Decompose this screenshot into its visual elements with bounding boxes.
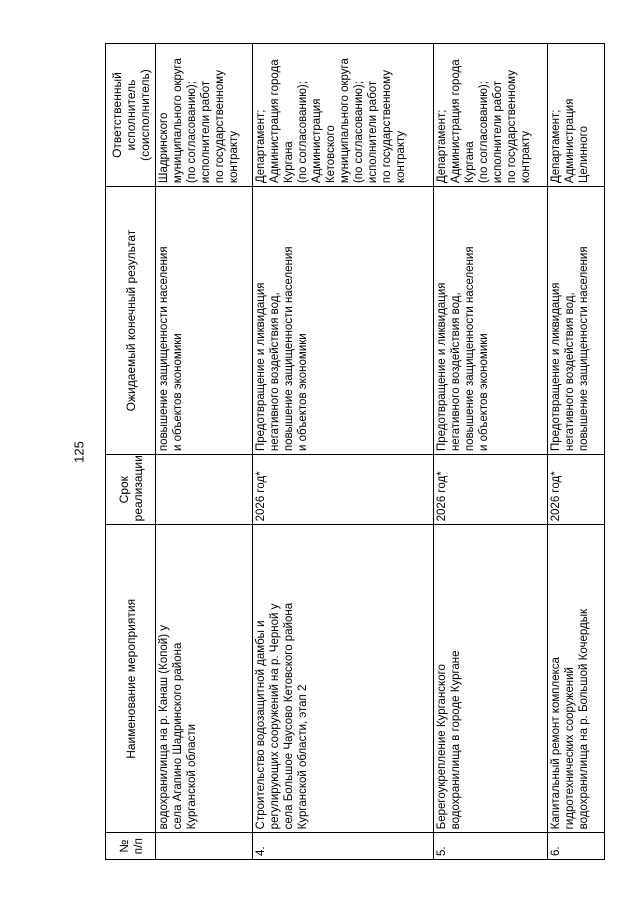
- header-term: Срок реализации: [106, 455, 156, 525]
- cell-responsible: Шадринского муниципального округа (по согласованию); исполнители работ по государственному контракту: [156, 44, 253, 187]
- page-number: 125: [71, 441, 87, 463]
- cell-result: повышение защищенности населения и объектов экономики: [156, 187, 253, 455]
- cell-name: водохранилища на р. Канаш (Копой) у села Агапино Шадринского района Курганской области: [156, 525, 253, 833]
- table-row: [156, 44, 253, 860]
- measures-table: [105, 43, 605, 860]
- cell-term: 2026 год*: [434, 455, 548, 525]
- table-row: [253, 44, 434, 860]
- cell-responsible: Департамент; Администрация Целинного: [548, 44, 605, 187]
- header-result: Ожидаемый конечный результат: [106, 187, 156, 455]
- header-num: № п/п: [106, 833, 156, 860]
- header-responsible: Ответственный исполнитель (соисполнитель): [106, 44, 156, 187]
- cell-term: 2026 год*: [253, 455, 434, 525]
- cell-term: [156, 455, 253, 525]
- cell-num: 5.: [434, 833, 548, 860]
- cell-name: Строительство водозащитной дамбы и регулирующих сооружений на р. Черной у села Большое Чаусово Кетовского района Курганской области, этап 2: [253, 525, 434, 833]
- cell-responsible: Департамент; Администрация города Кургана (по согласованию); исполнители работ по государственному контракту: [434, 44, 548, 187]
- cell-name: Капитальный ремонт комплекса гидротехнических сооружений водохранилища на р. Большой Кочердык: [548, 525, 605, 833]
- table-row: [434, 44, 548, 860]
- cell-name: Берегоукрепление Курганского водохранилища в городе Кургане: [434, 525, 548, 833]
- cell-num: 4.: [253, 833, 434, 860]
- table-row: [548, 44, 605, 860]
- cell-result: Предотвращение и ликвидация негативного воздействия вод, повышение защищенности населения и объектов экономики: [434, 187, 548, 455]
- cell-term: 2026 год*: [548, 455, 605, 525]
- cell-num: [156, 833, 253, 860]
- cell-result: Предотвращение и ликвидация негативного воздействия вод, повышение защищенности населения и объектов экономики: [253, 187, 434, 455]
- header-name: Наименование мероприятия: [106, 525, 156, 833]
- cell-num: 6.: [548, 833, 605, 860]
- table-header-row: [106, 44, 156, 860]
- rotated-page-content: [105, 43, 598, 860]
- cell-responsible: Департамент; Администрация города Кургана (по согласованию); Администрация Кетовского муниципального округа (по согласованию); исполнители работ по государственному контракту: [253, 44, 434, 187]
- cell-result: Предотвращение и ликвидация негативного воздействия вод, повышение защищенности населения: [548, 187, 605, 455]
